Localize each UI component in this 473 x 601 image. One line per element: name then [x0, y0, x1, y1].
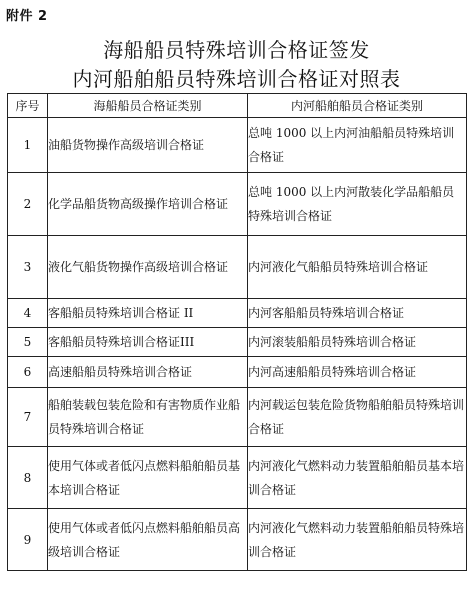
inland-certificate-cell: 内河液化气燃料动力装置船舶船员特殊培训合格证: [248, 509, 467, 571]
row-number: 2: [8, 173, 48, 236]
sea-certificate-cell: 客船船员特殊培训合格证 II: [48, 299, 248, 328]
table-row: [8, 388, 467, 447]
row-number: 6: [8, 357, 48, 388]
sea-certificate-cell: 船舶装载包装危险和有害物质作业船员特殊培训合格证: [48, 388, 248, 447]
inland-certificate-cell: 内河客船船员特殊培训合格证: [248, 299, 467, 328]
document-title-line-2: 内河船舶船员特殊培训合格证对照表: [72, 67, 401, 91]
row-number: 1: [8, 118, 48, 173]
header-serial-number: 序号: [8, 94, 48, 118]
sea-certificate-cell: 液化气船货物操作高级培训合格证: [48, 236, 248, 299]
table-row: [8, 509, 467, 571]
row-number: 9: [8, 509, 48, 571]
inland-certificate-cell: 内河载运包装危险货物船舶船员特殊培训合格证: [248, 388, 467, 447]
table-row: [8, 118, 467, 173]
certificate-comparison-table: [7, 93, 467, 571]
inland-certificate-cell: 内河滚装船船员特殊培训合格证: [248, 328, 467, 357]
attachment-label: 附件 2: [6, 9, 48, 24]
table-row: [8, 357, 467, 388]
row-number: 4: [8, 299, 48, 328]
row-number: 3: [8, 236, 48, 299]
table-row: [8, 328, 467, 357]
sea-certificate-cell: 油船货物操作高级培训合格证: [48, 118, 248, 173]
table-row: [8, 299, 467, 328]
document-title-line-1: 海船船员特殊培训合格证签发: [103, 38, 370, 62]
row-number: 5: [8, 328, 48, 357]
inland-certificate-cell: 内河液化气燃料动力装置船舶船员基本培训合格证: [248, 447, 467, 509]
inland-certificate-cell: 内河液化气船船员特殊培训合格证: [248, 236, 467, 299]
sea-certificate-cell: 化学品船货物高级操作培训合格证: [48, 173, 248, 236]
row-number: 7: [8, 388, 48, 447]
header-sea-certificate: 海船船员合格证类别: [48, 94, 248, 118]
table-row: [8, 447, 467, 509]
sea-certificate-cell: 客船船员特殊培训合格证III: [48, 328, 248, 357]
header-inland-certificate: 内河船舶船员合格证类别: [248, 94, 467, 118]
sea-certificate-cell: 使用气体或者低闪点燃料船舶船员基本培训合格证: [48, 447, 248, 509]
table-header-row: [8, 94, 467, 118]
sea-certificate-cell: 使用气体或者低闪点燃料船舶船员高级培训合格证: [48, 509, 248, 571]
inland-certificate-cell: 内河高速船船员特殊培训合格证: [248, 357, 467, 388]
table-row: [8, 173, 467, 236]
row-number: 8: [8, 447, 48, 509]
inland-certificate-cell: 总吨 1000 以上内河油船船员特殊培训合格证: [248, 118, 467, 173]
inland-certificate-cell: 总吨 1000 以上内河散装化学品船船员特殊培训合格证: [248, 173, 467, 236]
table-row: [8, 236, 467, 299]
sea-certificate-cell: 高速船船员特殊培训合格证: [48, 357, 248, 388]
